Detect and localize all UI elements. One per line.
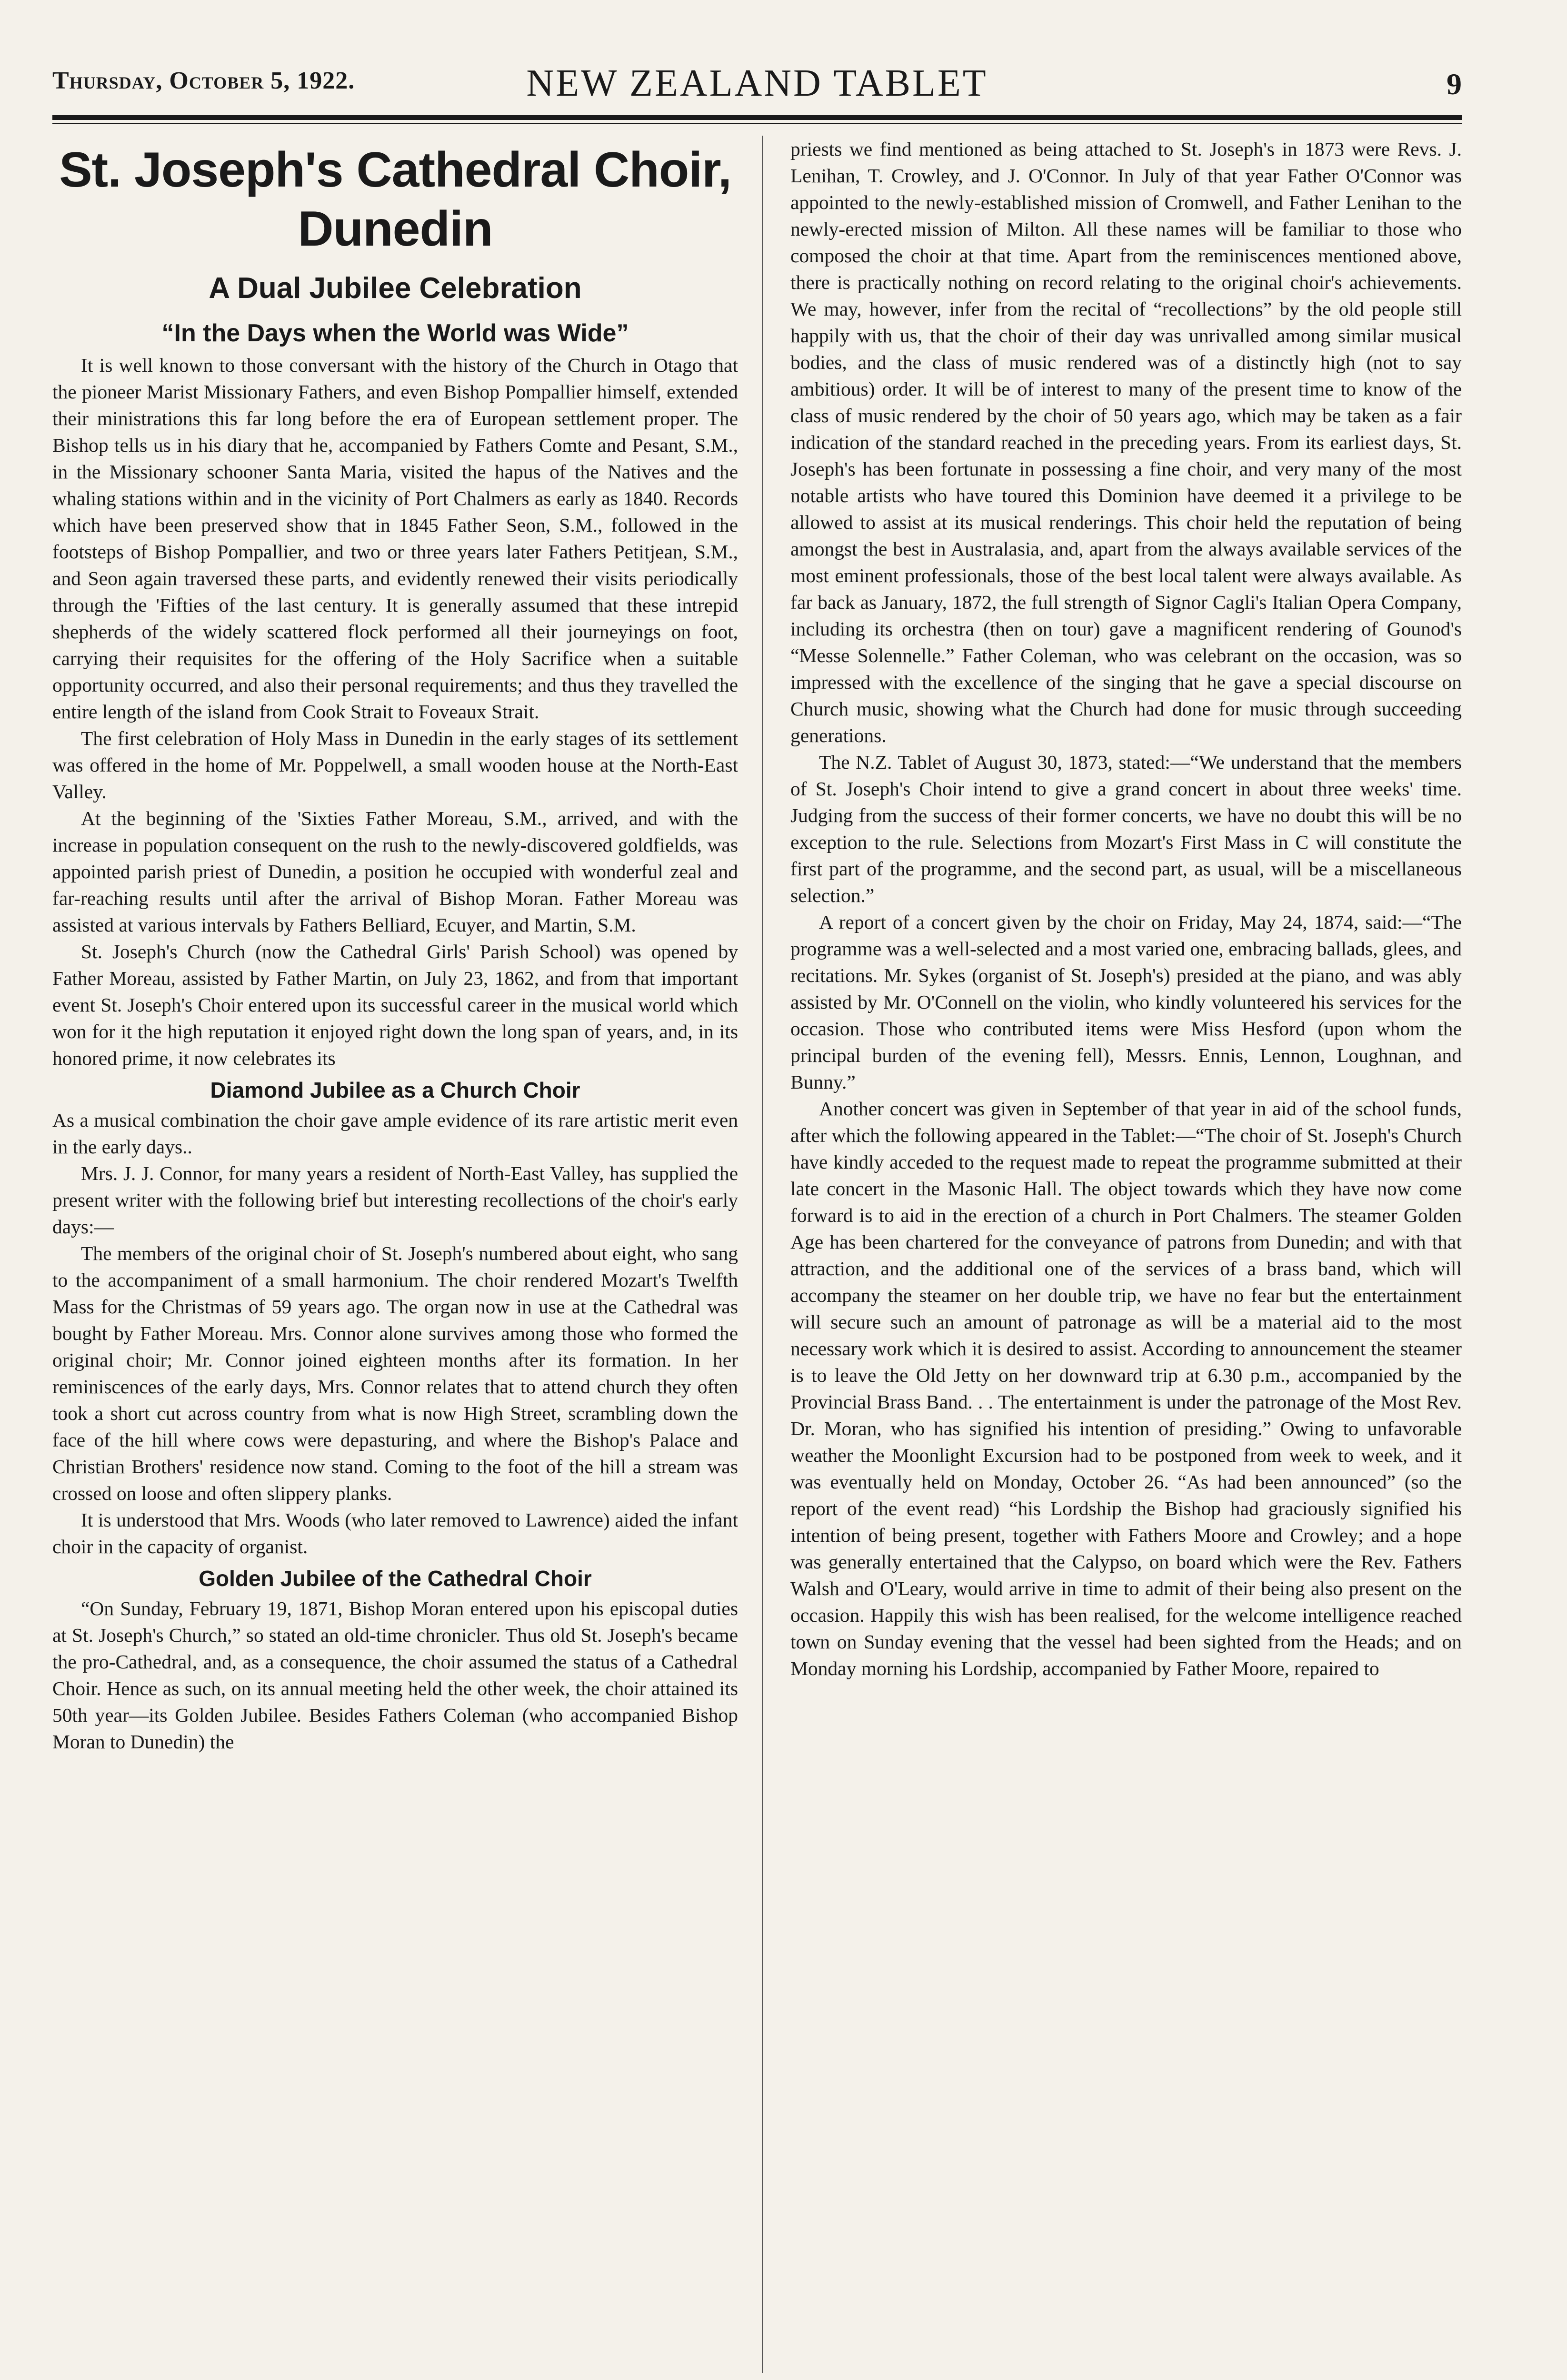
paragraph: Another concert was given in September of that year in aid of the school funds, after which the following appeared in the Tablet:—“The choir of St. Joseph's Church have kindly acceded to the request made to repeat the programme submitted at their late concert in the Masonic Hall. The object towards which they have now come forward is to aid in the erection of a church in Port Chalmers. The steamer Golden Age has been chartered for the conveyance of patrons from Dunedin; and with that attraction, and the additional one of the services of a brass band, which will accompany the steamer on her double trip, we have no fear but the entertainment will secure such an amount of patronage as will be a material aid to the most necessary work which it is desired to assist. According to announcement the steamer is to leave the Old Jetty on her downward trip at 6.30 p.m., accompanied by the Provincial Brass Band. . . The entertainment is under the patronage of the Most Rev. Dr. Moran, who has signified his intention of presiding.” Owing to unfavorable weather the Moonlight Excursion had to be postponed from week to week, and it was eventually held on Monday, October 26. “As had been announced” (so the report of the event read) “his Lordship the Bishop had graciously signified his intention of being present, together with Fathers Moore and Crowley; and a hope was generally entertained that the Calypso, on board which were the Rev. Fathers Walsh and O'Leary, would arrive in time to admit of their being also present on the occasion. Happily this wish has been realised, for the welcome intelligence reached town on Sunday evening that the vessel had been sighted from the Heads; and on Monday morning his Lordship, accompanied by Father Moore, repaired to — [790, 1098, 1462, 1679]
section-heading-diamond-jubilee: Diamond Jubilee as a Church Choir — [210, 1078, 580, 1102]
page-number: 9 — [1447, 67, 1462, 101]
paragraph: As a musical combination the choir gave ample evidence of its rare artistic merit even in the early days.. — [52, 1109, 738, 1158]
paragraph: priests we find mentioned as being attached to St. Joseph's in 1873 were Revs. J. Lenihan, T. Crowley, and J. O'Connor. In July of that year Father O'Connor was appointed to the newly-established mission of Cromwell, and Father Lenihan to the newly-erected mission of Milton. All these names will be familiar to those who composed the choir at that time. Apart from the reminiscences mentioned above, there is practically nothing on record relating to the original choir's achievements. We may, however, infer from the recital of “recollections” by the old people still happily with us, that the choir of their day was unrivalled among similar musical bodies, and the class of music rendered was of a distinctly high (not to say ambitious) order. It will be of interest to many of the present time to know of the class of music rendered by the choir of 50 years ago, which may be taken as a fair indication of the standard reached in the preceding years. From its earliest days, St. Joseph's has been fortunate in possessing a fine choir, and very many of the most notable artists who have toured this Dominion have deemed it a privilege to be allowed to assist at its musical renderings. This choir held the reputation of being amongst the best in Australasia, and, apart from the always available services of the most eminent professionals, those of the best local talent were always available. As far back as January, 1872, the full strength of Signor Cagli's Italian Opera Company, including its orchestra (then on tour) gave a magnificent rendering of Gounod's “Messe Solennelle.” Father Coleman, who was celebrant on the occasion, was so impressed with the excellence of the singing that he gave a special discourse on Church music, showing what the Church had done for music through succeeding generations. — [790, 138, 1462, 746]
issue-date: Thursday, October 5, 1922. — [52, 67, 355, 94]
left-column — [52, 136, 738, 2373]
article-title-line1: St. Joseph's Cathedral Choir, — [59, 142, 731, 198]
article-title-line2: Dunedin — [298, 201, 493, 257]
paragraph: The first celebration of Holy Mass in Dunedin in the early stages of its settlement was offered in the home of Mr. Poppelwell, a small wooden house at the North-East Valley. — [52, 727, 738, 803]
page-header — [52, 52, 1462, 124]
section-heading-golden-jubilee: Golden Jubilee of the Cathedral Choir — [199, 1566, 592, 1591]
article-title — [52, 140, 738, 258]
header-rule-thick — [52, 115, 1462, 120]
right-column — [790, 136, 1462, 2373]
paragraph: “On Sunday, February 19, 1871, Bishop Moran entered upon his episcopal duties at St. Joseph's Church,” so stated an old-time chronicler. Thus old St. Joseph's became the pro-Cathedral, and, as a consequence, the choir assumed the status of a Cathedral Choir. Hence as such, on its annual meeting held the other week, the choir attained its 50th year—its Golden Jubilee. Besides Fathers Coleman (who accompanied Bishop Moran to Dunedin) the — [52, 1597, 738, 1753]
article-tagline: “In the Days when the World was Wide” — [161, 319, 629, 347]
paragraph: It is well known to those conversant with the history of the Church in Otago that the pioneer Marist Missionary Fathers, and even Bishop Pompallier himself, extended their ministrations this far long before the era of European settlement proper. The Bishop tells us in his diary that he, accompanied by Fathers Comte and Pesant, S.M., in the Missionary schooner Santa Maria, visited the hapus of the Natives and the whaling stations within and in the vicinity of Port Chalmers as early as 1840. Records which have been preserved show that in 1845 Father Seon, S.M., followed in the footsteps of Bishop Pompallier, and two or three years later Fathers Petitjean, S.M., and Seon again traversed these parts, and evidently renewed their visits periodically through the 'Fifties of the last century. It is generally assumed that these intrepid shepherds of the widely scattered flock performed all their journeyings on foot, carrying their requisites for the offering of the Holy Sacrifice when a suitable opportunity occurred, and also their personal requirements; and thus they travelled the entire length of the island from Cook Strait to Foveaux Strait. — [52, 354, 738, 723]
paragraph: A report of a concert given by the choir on Friday, May 24, 1874, said:—“The programme was a well-selected and a most varied one, embracing ballads, glees, and recitations. Mr. Sykes (organist of St. Joseph's) presided at the piano, and was ably assisted by Mr. O'Connell on the violin, who kindly volunteered his services for the occasion. Those who contributed items were Miss Hesford (upon whom the principal burden of the evening fell), Messrs. Ennis, Lennon, Loughnan, and Bunny.” — [790, 911, 1462, 1093]
article-subtitle: A Dual Jubilee Celebration — [209, 272, 582, 305]
header-rule-thin — [52, 123, 1462, 124]
paragraph: At the beginning of the 'Sixties Father Moreau, S.M., arrived, and with the increase in population consequent on the rush to the newly-discovered goldfields, was appointed parish priest of Dunedin, a position he occupied with wonderful zeal and far-reaching results until after the arrival of Bishop Moran. Father Moreau was assisted at various intervals by Fathers Belliard, Ecuyer, and Martin, S.M. — [52, 807, 738, 936]
paragraph: The N.Z. Tablet of August 30, 1873, stated:—“We understand that the members of St. Joseph's Choir intend to give a grand concert in about three weeks' time. Judging from the success of their former concerts, we have no doubt this will be no exception to the rule. Selections from Mozart's First Mass in C will constitute the first part of the programme, and the second part, as usual, will be a miscellaneous selection.” — [790, 751, 1462, 906]
paragraph: It is understood that Mrs. Woods (who later removed to Lawrence) aided the infant choir in the capacity of organist. — [52, 1509, 738, 1557]
paragraph: Mrs. J. J. Connor, for many years a resident of North-East Valley, has supplied the present writer with the following brief but interesting recollections of the choir's early days:— — [52, 1162, 738, 1238]
paragraph: St. Joseph's Church (now the Cathedral Girls' Parish School) was opened by Father Moreau, assisted by Father Martin, on July 23, 1862, and from that important event St. Joseph's Choir entered upon its successful career in the musical world which won for it the high reputation it enjoyed right down the long span of years, and, in its honored prime, it now celebrates its — [52, 941, 738, 1069]
paragraph: The members of the original choir of St. Joseph's numbered about eight, who sang to the accompaniment of a small harmonium. The choir rendered Mozart's Twelfth Mass for the Christmas of 59 years ago. The organ now in use at the Cathedral was bought by Father Moreau. Mrs. Connor alone survives among those who formed the original choir; Mr. Connor joined eighteen months after its formation. In her reminiscences of the early days, Mrs. Connor relates that to attend church they often took a short cut across country from what is now High Street, scrambling down the face of the hill where cows were depasturing, and where the Bishop's Palace and Christian Brothers' residence now stand. Coming to the foot of the hill a stream was crossed on loose and often slippery planks. — [52, 1242, 738, 1504]
column-divider — [762, 136, 763, 2373]
masthead-title: NEW ZEALAND TABLET — [526, 62, 988, 104]
